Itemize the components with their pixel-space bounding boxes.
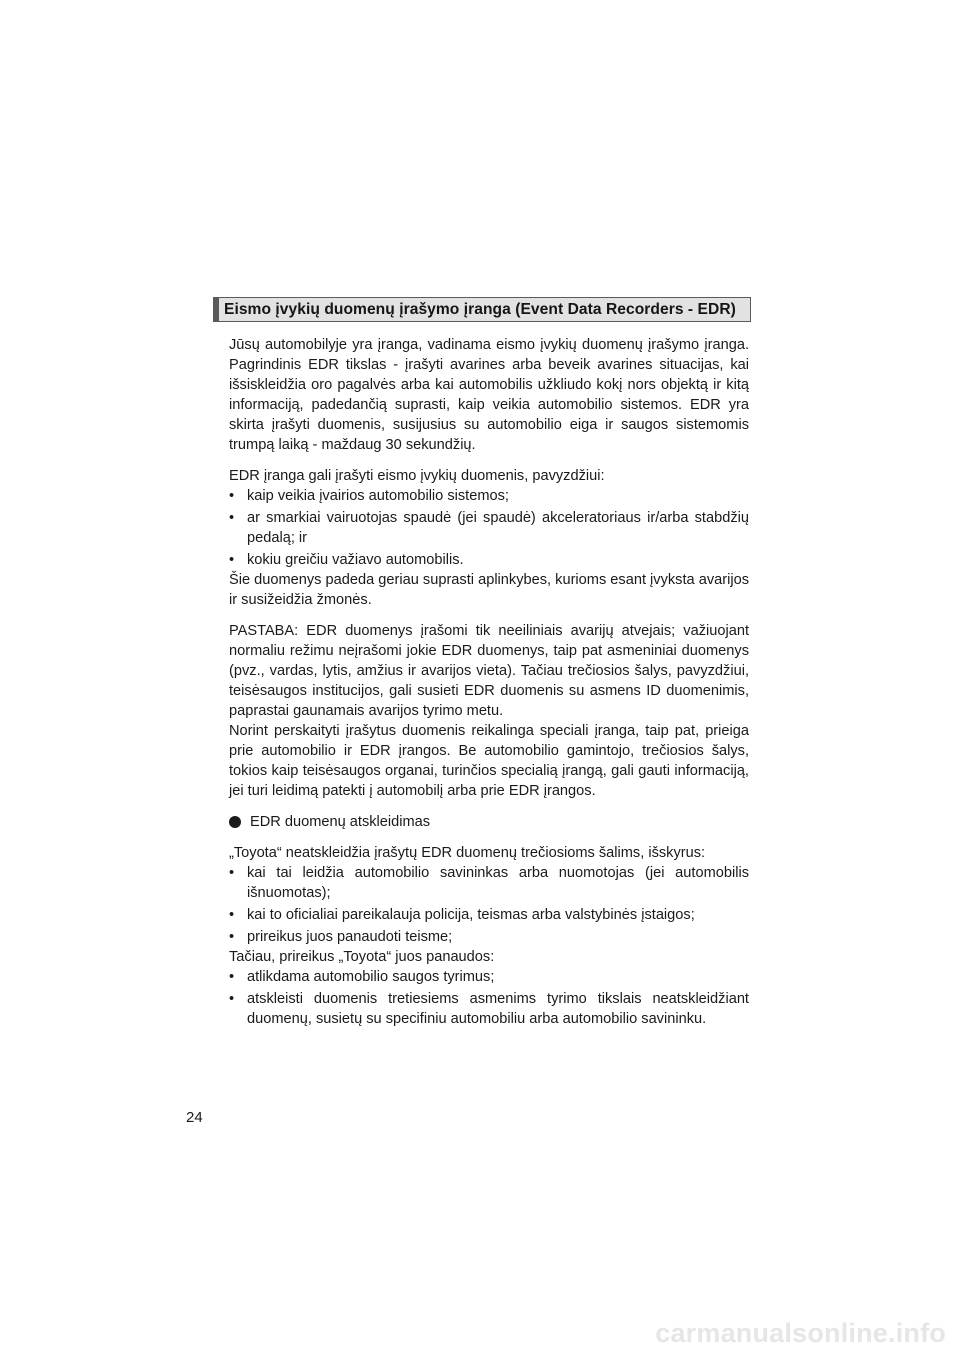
list-item	[229, 905, 749, 925]
list-item	[229, 927, 749, 947]
section-header	[213, 297, 751, 322]
header-accent-bar	[213, 297, 219, 322]
list-item	[229, 486, 749, 506]
list-item	[229, 550, 749, 570]
watermark: carmanualsonline.info	[655, 1318, 946, 1348]
disclosure-lead-paragraph: „Toyota“ neatskleidžia įrašytų EDR duomenų trečiosioms šalims, išskyrus:	[229, 845, 706, 861]
subheading-label: EDR duomenų atskleidimas	[250, 814, 431, 830]
list-item-text: kokiu greičiu važiavo automobilis.	[247, 552, 464, 568]
body-text	[213, 335, 751, 1029]
filled-circle-icon	[229, 816, 241, 828]
bullet-icon: •	[229, 907, 235, 923]
list-item-text: kai to oficialiai pareikalauja policija, teismas arba valstybinės įstaigos;	[247, 907, 695, 923]
after-list-paragraph: Šie duomenys padeda geriau suprasti aplinkybes, kurioms esant įvyksta avarijos ir susižeidžia žmonės.	[229, 572, 749, 608]
exceptions-list	[229, 863, 749, 947]
bullet-icon: •	[229, 552, 235, 568]
list-item	[229, 508, 749, 548]
bullet-icon: •	[229, 929, 235, 945]
reading-paragraph: Norint perskaityti įrašytus duomenis reikalinga speciali įranga, taip pat, prieiga prie automobilio ir EDR įrangos. Be automobilio gamintojo, trečiosios šalys, tokios kaip teisėsaugos organai, turinčios specialią įrangą, gali gauti informaciją, jei turi leidimą patekti į automobilį arba prie EDR įrangos.	[229, 723, 749, 799]
note-paragraph: PASTABA: EDR duomenys įrašomi tik neeiliniais avarijų atvejais; važiuojant normaliu režimu neįrašomi jokie EDR duomenys, taip pat asmeniniai duomenys (pvz., vardas, lytis, amžius ir avarijos vieta). Tačiau trečiosios šalys, pavyzdžiui, teisėsaugos institucijos, gali susieti EDR duomenis su asmens ID duomenimis, paprastai gaunamais avarijos tyrimo metu.	[229, 623, 749, 719]
list-item-text: kai tai leidžia automobilio savininkas arba nuomotojas (jei automobilis išnuomotas);	[247, 865, 749, 901]
list-item-text: ar smarkiai vairuotojas spaudė (jei spaudė) akceleratoriaus ir/arba stabdžių pedalą; ir	[247, 510, 749, 546]
examples-list	[229, 486, 749, 570]
list-item-text: atlikdama automobilio saugos tyrimus;	[247, 969, 495, 985]
section-title: Eismo įvykių duomenų įrašymo įranga (Event Data Recorders - EDR)	[224, 300, 736, 318]
bullet-icon: •	[229, 865, 235, 881]
bullet-icon: •	[229, 510, 235, 526]
list-item	[229, 863, 749, 903]
page-number: 24	[186, 1109, 203, 1126]
list-item-text: prireikus juos panaudoti teisme;	[247, 929, 453, 945]
bullet-icon: •	[229, 991, 235, 1007]
bullet-icon: •	[229, 969, 235, 985]
list-item	[229, 989, 749, 1029]
list-item-text: atskleisti duomenis tretiesiems asmenims tyrimo tikslais neatskleidžiant duomenų, susietų su specifiniu automobiliu arba automobilio savininku.	[247, 991, 749, 1027]
toyota-uses-list	[229, 967, 749, 1029]
intro-paragraph: Jūsų automobilyje yra įranga, vadinama eismo įvykių duomenų įrašymo įranga. Pagrindinis EDR tikslas - įrašyti avarines arba beveik avarines situacijas, kai išsiskleidžia oro pagalvės arba kai automobilis užkliudo kokį nors objektą ir kitą informaciją, padedančią suprasti, kaip veikia automobilio sistemos. EDR yra skirta įrašyti duomenis, susijusius su automobilio eiga ir saugos sistemomis trumpą laiką - maždaug 30 sekundžių.	[229, 337, 749, 453]
list-item-text: kaip veikia įvairios automobilio sistemos;	[247, 488, 509, 504]
disclosure-subheading	[229, 812, 749, 832]
list-item	[229, 967, 749, 987]
examples-lead-paragraph: EDR įranga gali įrašyti eismo įvykių duomenis, pavyzdžiui:	[229, 468, 605, 484]
bullet-icon: •	[229, 488, 235, 504]
page-content	[213, 297, 751, 1029]
toyota-use-lead-paragraph: Tačiau, prireikus „Toyota“ juos panaudos:	[229, 949, 495, 965]
